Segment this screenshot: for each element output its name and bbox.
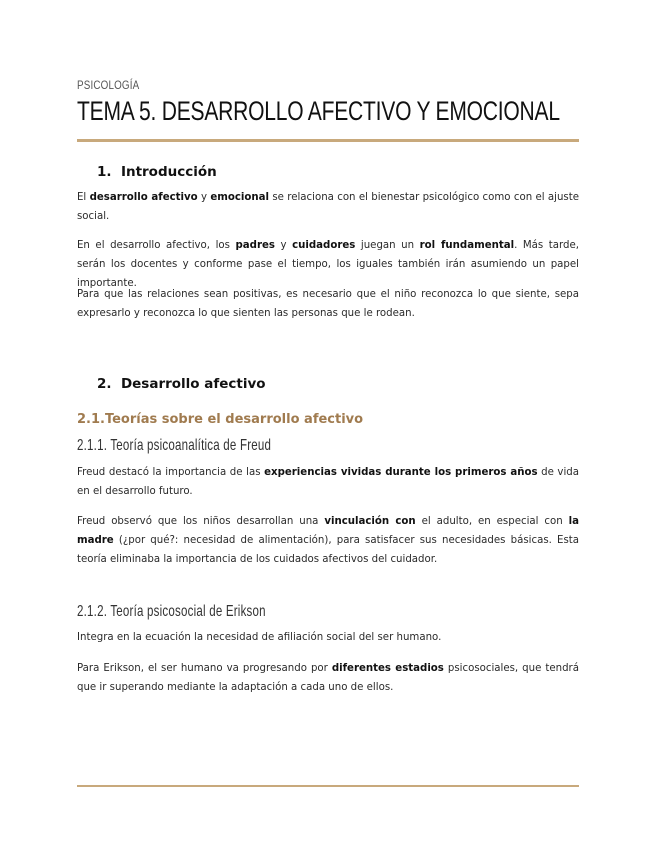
subsubsection-heading-erikson: 2.1.2. Teoría psicosocial de Erikson [77,603,266,620]
section-number: 2. [97,376,112,392]
paragraph-freud-2: Freud observó que los niños desarrollan una vinculación con el adulto, en especial con la madre (¿por qué?: necesidad de alimentación), para satisfacer sus necesidades básicas. Esta teoría eliminaba la importancia de los cuidados afectivos del cuidador. [77,516,579,565]
section-number: 1. [97,164,112,180]
section-heading-desarrollo [97,376,266,392]
title-divider [77,139,579,142]
paragraph-erikson-1: Integra en la ecuación la necesidad de afiliación social del ser humano. [77,632,442,643]
paragraph-intro-2: En el desarrollo afectivo, los padres y cuidadores juegan un rol fundamental. Más tarde, serán los docentes y conforme pase el tiempo, los iguales también irán asumiendo un papel importante. [77,240,579,289]
section-title: Desarrollo afectivo [120,376,266,392]
subject-label: PSICOLOGÍA [77,78,140,92]
subsection-heading-teorias: 2.1.Teorías sobre el desarrollo afectivo [77,412,364,427]
section-title: Introducción [120,164,217,180]
paragraph-freud-1: Freud destacó la importancia de las experiencias vividas durante los primeros años de vida en el desarrollo futuro. [77,467,580,497]
paragraph-erikson-2: Para Erikson, el ser humano va progresando por diferentes estadios psicosociales, que tendrá que ir superando mediante la adaptación a cada uno de ellos. [77,663,579,693]
footer-divider [77,785,579,787]
section-heading-introduccion [97,164,217,180]
paragraph-intro-1: El desarrollo afectivo y emocional se relaciona con el bienestar psicológico como con el ajuste social. [77,192,579,222]
subsubsection-heading-freud: 2.1.1. Teoría psicoanalítica de Freud [77,437,272,454]
page-title: TEMA 5. DESARROLLO AFECTIVO Y EMOCIONAL [77,96,560,126]
paragraph-intro-3: Para que las relaciones sean positivas, es necesario que el niño reconozca lo que siente, sepa expresarlo y reconozca lo que sienten las personas que le rodean. [77,289,579,319]
